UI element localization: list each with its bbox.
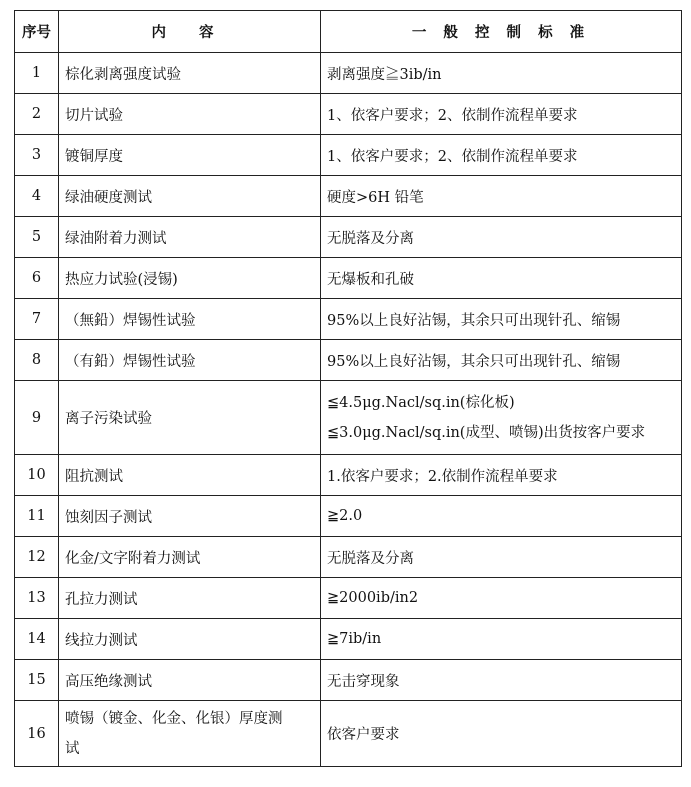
row-no: 9 bbox=[15, 381, 59, 455]
row-standard: 1.依客户要求；2.依制作流程单要求 bbox=[321, 455, 682, 496]
table-row bbox=[15, 94, 682, 135]
table-row bbox=[15, 258, 682, 299]
row-standard: 无爆板和孔破 bbox=[321, 258, 682, 299]
row-item: 热应力试验(浸锡) bbox=[59, 258, 321, 299]
row-standard: ≧7ib/in bbox=[321, 619, 682, 660]
table-row bbox=[15, 660, 682, 701]
row-item: 绿油附着力测试 bbox=[59, 217, 321, 258]
row-item-line: 试 bbox=[65, 740, 80, 757]
row-item-line: 喷锡（镀金、化金、化银）厚度测 bbox=[65, 710, 283, 727]
row-no: 11 bbox=[15, 496, 59, 537]
row-no: 1 bbox=[15, 53, 59, 94]
row-standard: 无击穿现象 bbox=[321, 660, 682, 701]
row-no: 10 bbox=[15, 455, 59, 496]
row-item: 蚀刻因子测试 bbox=[59, 496, 321, 537]
header-item: 内 容 bbox=[59, 11, 321, 53]
header-row bbox=[15, 11, 682, 53]
row-item: （有鉛）焊锡性试验 bbox=[59, 340, 321, 381]
table-row bbox=[15, 619, 682, 660]
spec-table bbox=[14, 10, 682, 767]
row-no: 8 bbox=[15, 340, 59, 381]
table-row bbox=[15, 217, 682, 258]
row-item: 阻抗测试 bbox=[59, 455, 321, 496]
row-no: 14 bbox=[15, 619, 59, 660]
row-standard: 95%以上良好沾锡，其余只可出现针孔、缩锡 bbox=[321, 340, 682, 381]
row-no: 7 bbox=[15, 299, 59, 340]
row-no: 12 bbox=[15, 537, 59, 578]
row-standard: 无脱落及分离 bbox=[321, 537, 682, 578]
row-item: 棕化剥离强度试验 bbox=[59, 53, 321, 94]
header-no: 序号 bbox=[15, 11, 59, 53]
row-standard: 依客户要求 bbox=[321, 701, 682, 767]
row-no: 4 bbox=[15, 176, 59, 217]
row-item: 线拉力测试 bbox=[59, 619, 321, 660]
row-standard bbox=[321, 381, 682, 455]
row-standard: 1、依客户要求；2、依制作流程单要求 bbox=[321, 135, 682, 176]
table-row bbox=[15, 496, 682, 537]
row-item: 绿油硬度测试 bbox=[59, 176, 321, 217]
row-no: 16 bbox=[15, 701, 59, 767]
table-row bbox=[15, 381, 682, 455]
table-row bbox=[15, 701, 682, 767]
row-standard: 硬度>6H 铅笔 bbox=[321, 176, 682, 217]
row-no: 13 bbox=[15, 578, 59, 619]
row-standard: ≧2000ib/in2 bbox=[321, 578, 682, 619]
table-row bbox=[15, 340, 682, 381]
row-item: 高压绝缘测试 bbox=[59, 660, 321, 701]
row-no: 2 bbox=[15, 94, 59, 135]
table-row bbox=[15, 537, 682, 578]
table-row bbox=[15, 455, 682, 496]
header-standard: 一 般 控 制 标 准 bbox=[321, 11, 682, 53]
row-item: 离子污染试验 bbox=[59, 381, 321, 455]
row-item: （無鉛）焊锡性试验 bbox=[59, 299, 321, 340]
row-standard: 95%以上良好沾锡，其余只可出现针孔、缩锡 bbox=[321, 299, 682, 340]
row-item: 切片试验 bbox=[59, 94, 321, 135]
table-row bbox=[15, 176, 682, 217]
row-no: 15 bbox=[15, 660, 59, 701]
row-standard: 1、依客户要求；2、依制作流程单要求 bbox=[321, 94, 682, 135]
row-no: 3 bbox=[15, 135, 59, 176]
row-standard: 无脱落及分离 bbox=[321, 217, 682, 258]
table-row bbox=[15, 299, 682, 340]
row-item: 孔拉力测试 bbox=[59, 578, 321, 619]
row-no: 6 bbox=[15, 258, 59, 299]
table-row bbox=[15, 578, 682, 619]
row-standard: 剥离强度≧3ib/in bbox=[321, 53, 682, 94]
row-no: 5 bbox=[15, 217, 59, 258]
row-standard-line: ≦4.5μg.Nacl/sq.in(棕化板) bbox=[327, 394, 515, 411]
row-standard: ≧2.0 bbox=[321, 496, 682, 537]
row-standard-line: ≦3.0μg.Nacl/sq.in(成型、喷锡)出货按客户要求 bbox=[327, 424, 646, 441]
table-row bbox=[15, 135, 682, 176]
row-item: 化金/文字附着力测试 bbox=[59, 537, 321, 578]
row-item: 镀铜厚度 bbox=[59, 135, 321, 176]
table-row bbox=[15, 53, 682, 94]
row-item bbox=[59, 701, 321, 767]
